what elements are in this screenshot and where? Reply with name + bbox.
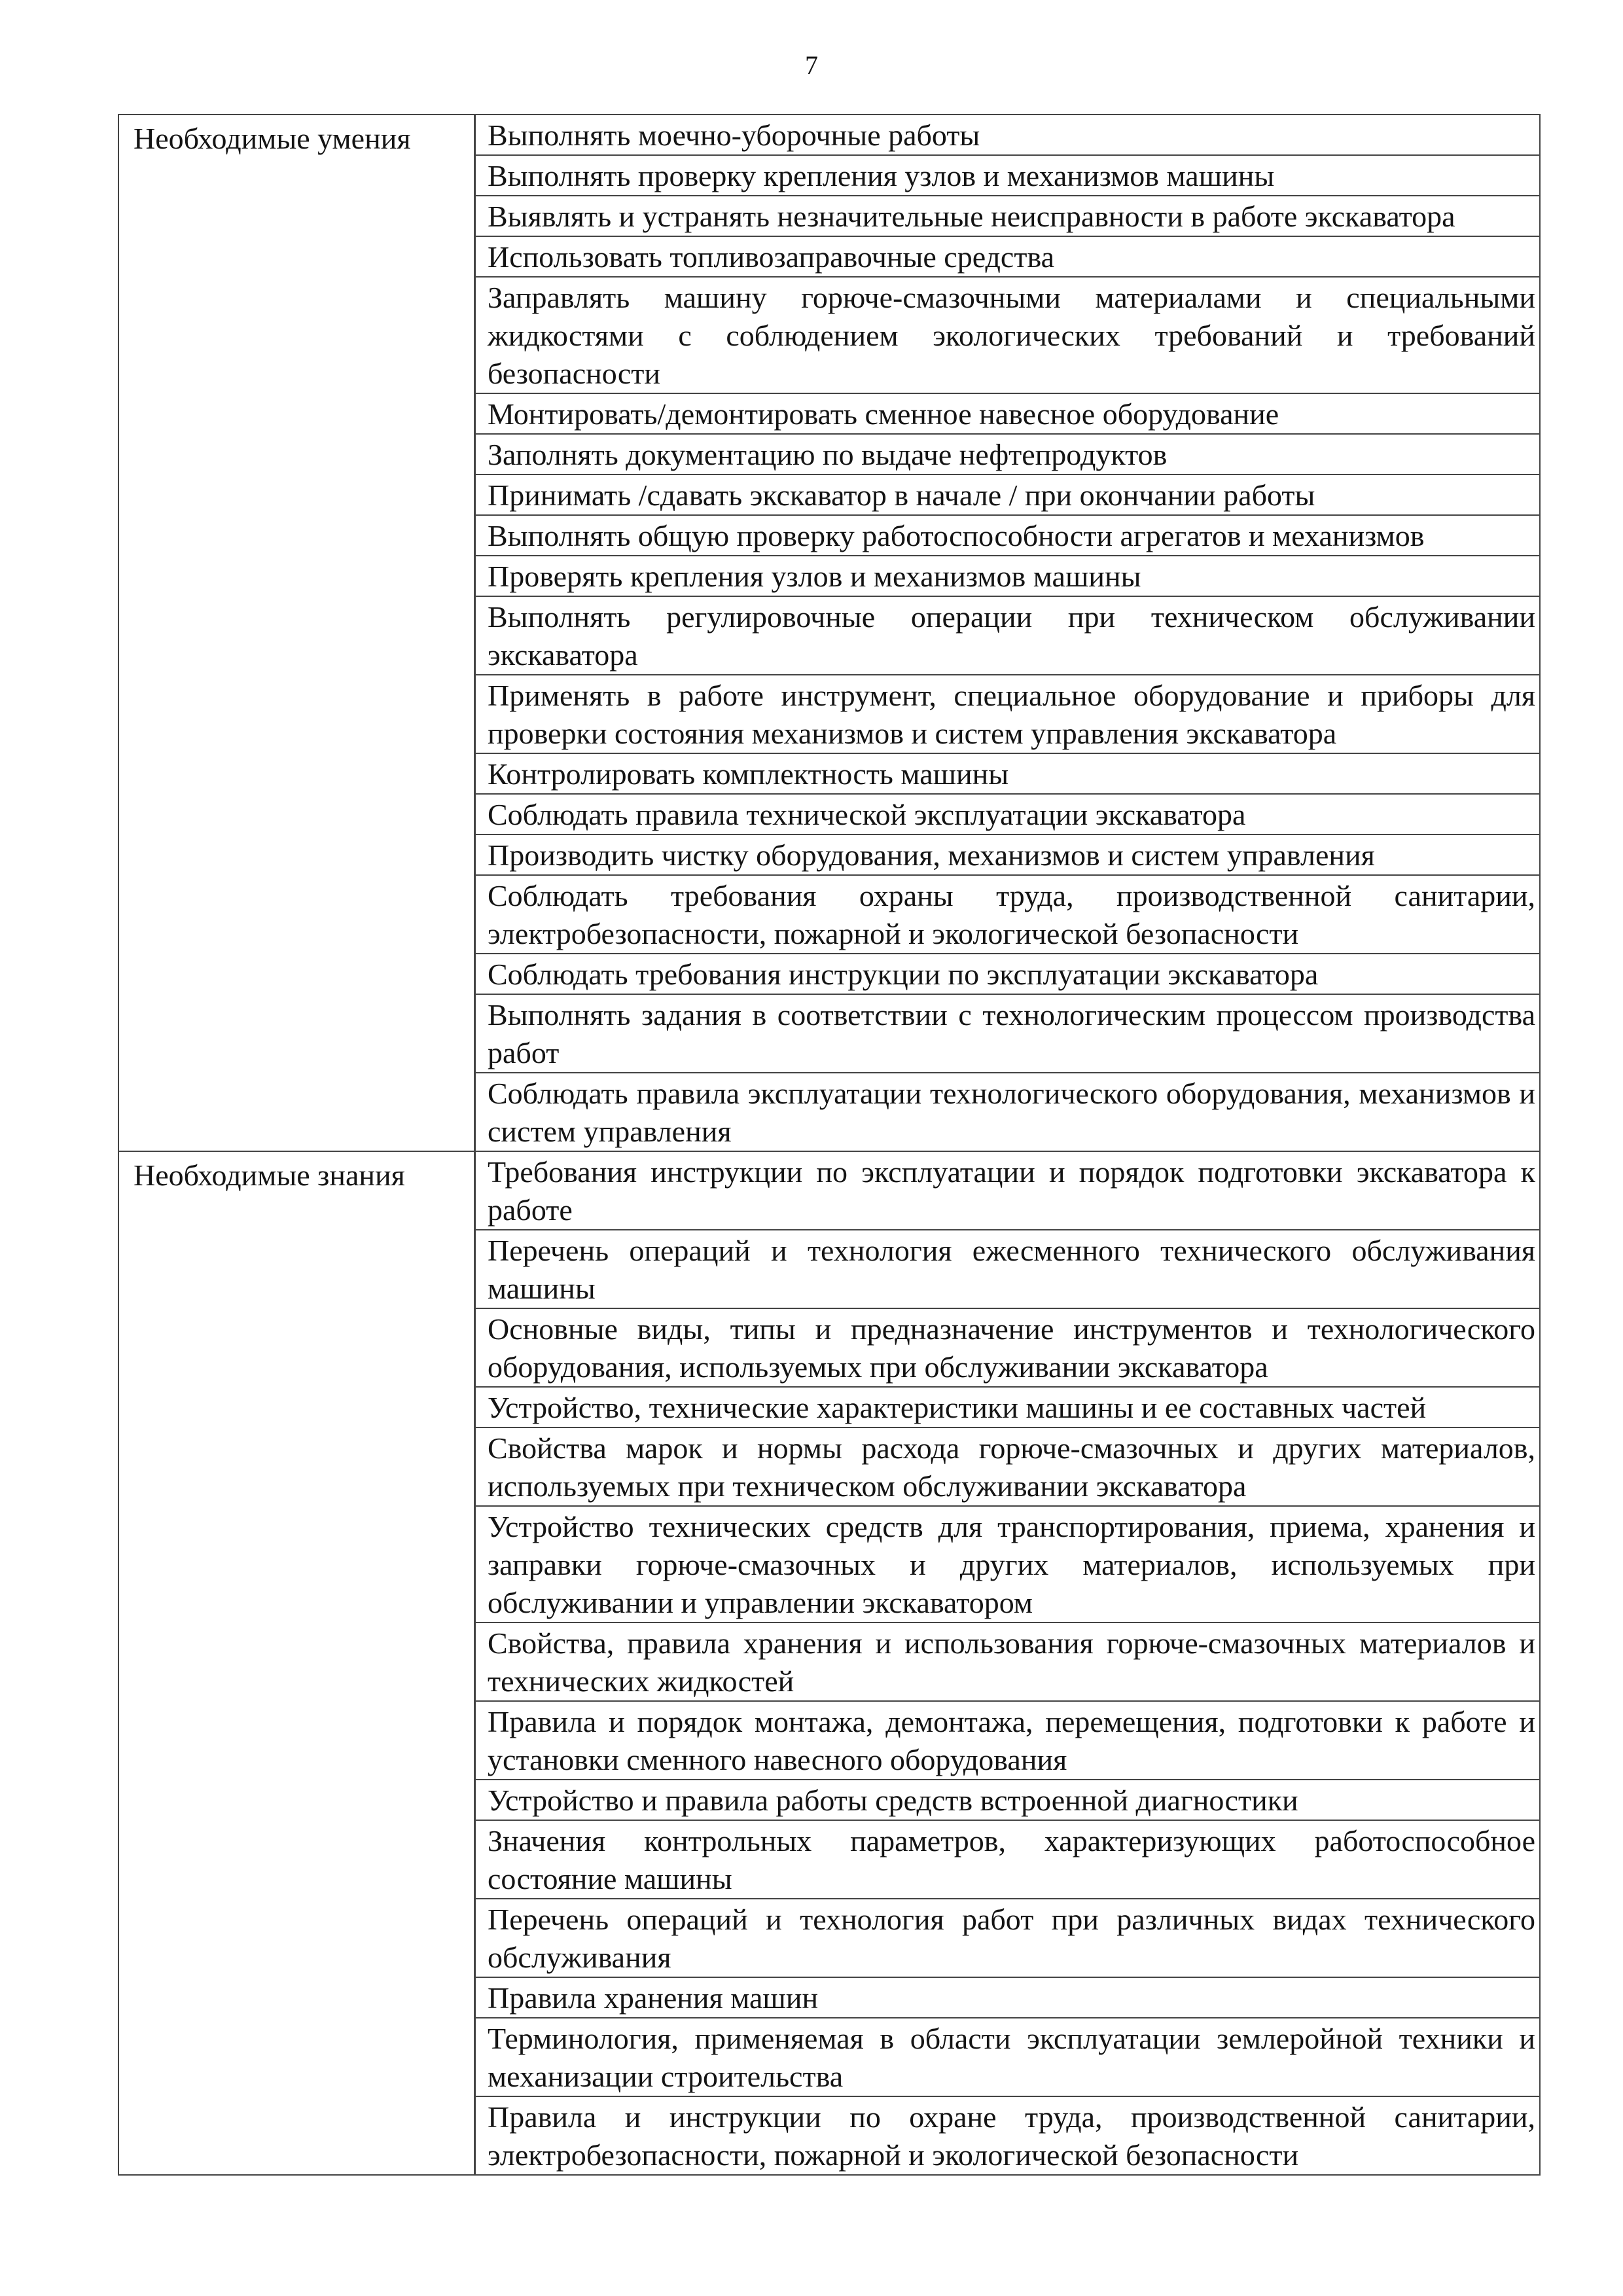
table-row: Производить чистку оборудования, механизмов и систем управления <box>476 835 1539 876</box>
table-row: Соблюдать требования охраны труда, производственной санитарии, электробезопасности, пожарной и экологической безопасности <box>476 876 1539 954</box>
table-row: Соблюдать правила технической эксплуатации экскаватора <box>476 795 1539 835</box>
section-title: Необходимые знания <box>119 1152 476 2174</box>
table-row: Основные виды, типы и предназначение инструментов и технологического оборудования, используемых при обслуживании экскаватора <box>476 1309 1539 1388</box>
table-row: Устройство, технические характеристики машины и ее составных частей <box>476 1388 1539 1428</box>
table-row: Выполнять моечно-уборочные работы <box>476 115 1539 156</box>
table-row: Значения контрольных параметров, характеризующих работоспособное состояние машины <box>476 1821 1539 1899</box>
table-row: Устройство технических средств для транспортирования, приема, хранения и заправки горюче-смазочных и других материалов, используемых при обслуживании и управлении экскаватором <box>476 1507 1539 1623</box>
table-row: Соблюдать требования инструкции по эксплуатации экскаватора <box>476 954 1539 995</box>
table-row: Перечень операций и технология ежесменного технического обслуживания машины <box>476 1230 1539 1309</box>
table-row: Заполнять документацию по выдаче нефтепродуктов <box>476 435 1539 475</box>
table-row: Правила и порядок монтажа, демонтажа, перемещения, подготовки к работе и установки сменного навесного оборудования <box>476 1702 1539 1780</box>
table-row: Принимать /сдавать экскаватор в начале / при окончании работы <box>476 475 1539 516</box>
table-row: Свойства марок и нормы расхода горюче-смазочных и других материалов, используемых при техническом обслуживании экскаватора <box>476 1428 1539 1507</box>
table-row: Терминология, применяемая в области эксплуатации землеройной техники и механизации строительства <box>476 2018 1539 2097</box>
table-row: Перечень операций и технология работ при различных видах технического обслуживания <box>476 1899 1539 1978</box>
table-row: Выполнять задания в соответствии с технологическим процессом производства работ <box>476 995 1539 1073</box>
table-row: Заправлять машину горюче-смазочными материалами и специальными жидкостями с соблюдением экологических требований и требований безопасности <box>476 278 1539 394</box>
section-items <box>476 115 1539 1151</box>
table-row: Свойства, правила хранения и использования горюче-смазочных материалов и технических жидкостей <box>476 1623 1539 1702</box>
table-row: Проверять крепления узлов и механизмов машины <box>476 556 1539 597</box>
table-row: Монтировать/демонтировать сменное навесное оборудование <box>476 394 1539 435</box>
table-row: Контролировать комплектность машины <box>476 754 1539 795</box>
table-row: Использовать топливозаправочные средства <box>476 237 1539 278</box>
table-row: Выявлять и устранять незначительные неисправности в работе экскаватора <box>476 196 1539 237</box>
table-row: Требования инструкции по эксплуатации и порядок подготовки экскаватора к работе <box>476 1152 1539 1230</box>
section-title: Необходимые умения <box>119 115 476 1151</box>
skills-section <box>118 114 1541 1151</box>
competency-table <box>118 114 1541 2176</box>
table-row: Выполнять проверку крепления узлов и механизмов машины <box>476 156 1539 196</box>
table-row: Правила хранения машин <box>476 1978 1539 2018</box>
table-row: Правила и инструкции по охране труда, производственной санитарии, электробезопасности, пожарной и экологической безопасности <box>488 2100 1535 2172</box>
knowledge-section <box>118 1151 1541 2176</box>
table-row: Соблюдать правила эксплуатации технологического оборудования, механизмов и систем управления <box>488 1077 1535 1148</box>
section-items <box>476 1152 1539 2174</box>
table-row: Выполнять общую проверку работоспособности агрегатов и механизмов <box>476 516 1539 556</box>
table-row: Применять в работе инструмент, специальное оборудование и приборы для проверки состояния механизмов и систем управления экскаватора <box>476 675 1539 754</box>
page-number: 7 <box>805 50 818 80</box>
table-row: Устройство и правила работы средств встроенной диагностики <box>476 1780 1539 1821</box>
table-row: Выполнять регулировочные операции при техническом обслуживании экскаватора <box>476 597 1539 675</box>
